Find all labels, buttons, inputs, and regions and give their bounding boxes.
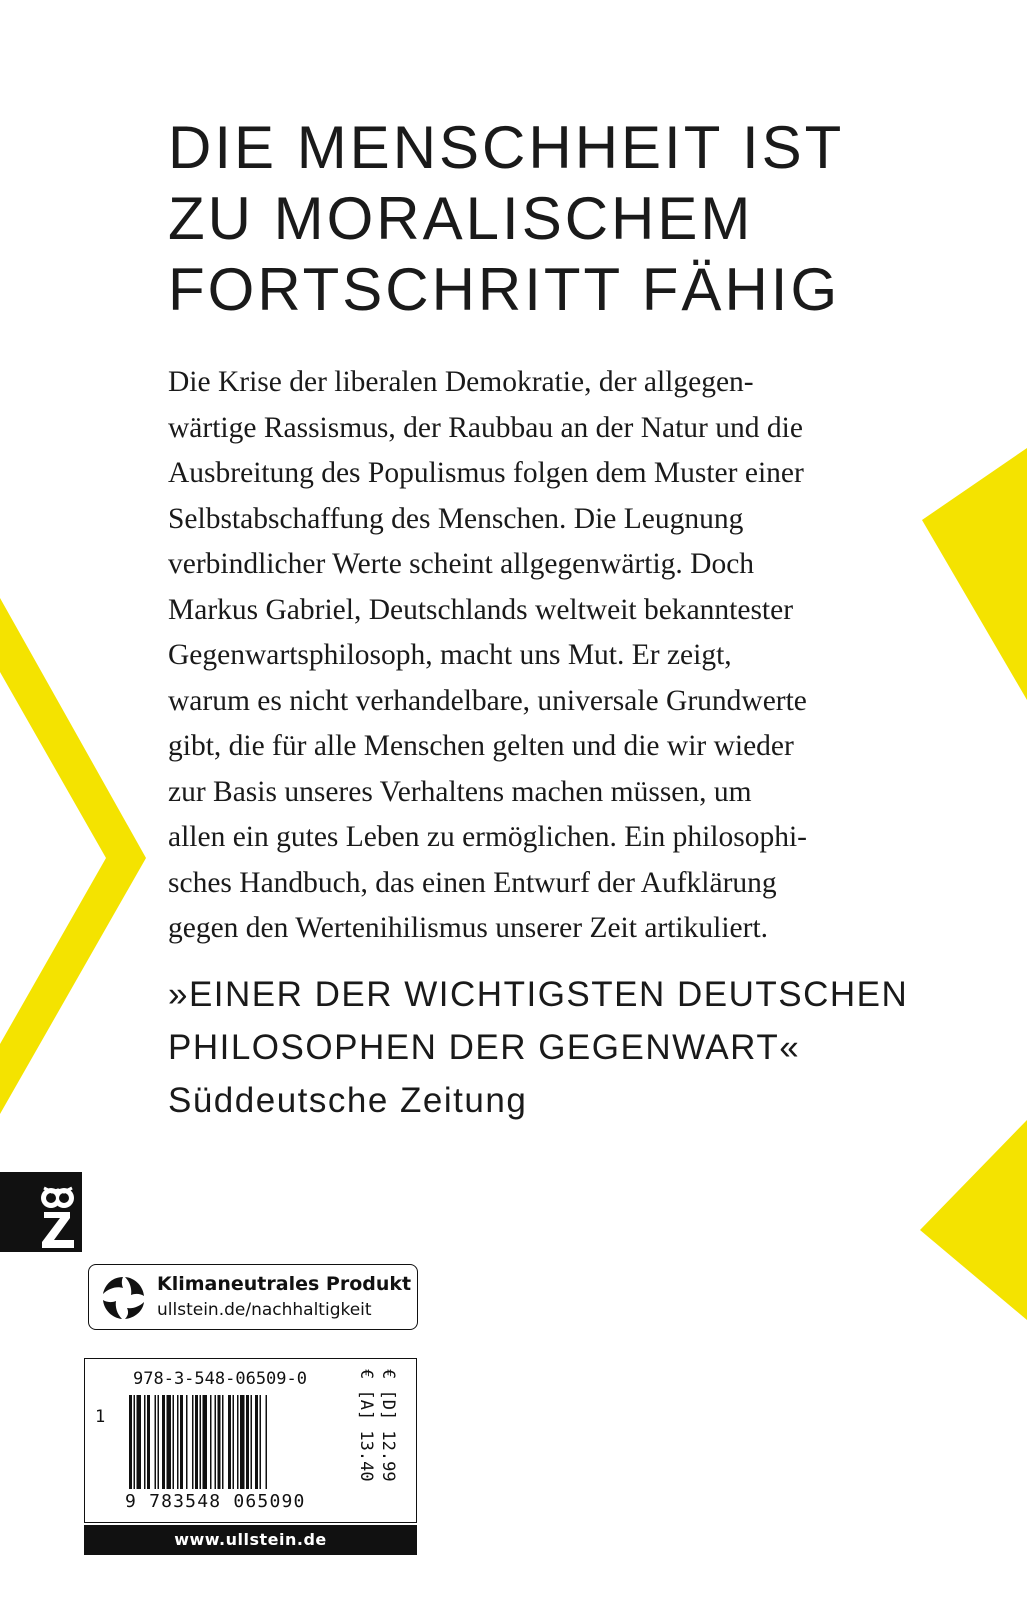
barcode-bar [180,1395,183,1489]
press-quote [168,968,968,1127]
barcode-bar [255,1395,258,1489]
blurb-text [168,360,888,952]
headline-line: DIE MENSCHHEIT IST [168,114,845,181]
blurb-line: Selbstabschaffung des Menschen. Die Leugnung [168,502,744,535]
barcode-bar [155,1395,157,1489]
barcode-bar [237,1395,239,1489]
blurb-line: sches Handbuch, das einen Entwurf der Aufklärung [168,866,777,899]
blurb-line: allen ein gutes Leben zu ermöglichen. Ein philosophi- [168,821,807,853]
blurb-line: Gegenwartsphilosoph, macht uns Mut. Er zeigt, [168,639,732,671]
ean-digits: 9 783548 065090 [125,1491,306,1512]
barcode-bar [215,1395,217,1489]
barcode-bar [192,1395,194,1489]
badge-title: Klimaneutrales Produkt [157,1273,412,1295]
blurb-line: gegen den Wertenihilismus unserer Zeit artikuliert. [168,912,769,944]
barcode-panel [84,1358,417,1523]
isbn-number: 978-3-548-06509-0 [133,1369,307,1389]
barcode-bar [186,1395,188,1489]
quote-line: PHILOSOPHEN DER GEGENWART« [168,1028,801,1067]
barcode-leading-digit: 1 [95,1407,106,1427]
quote-source: Süddeutsche Zeitung [168,1081,528,1120]
blurb-line: zur Basis unseres Verhaltens machen müssen, um [168,775,752,808]
climate-neutral-badge [88,1264,418,1330]
barcode-bar [129,1395,132,1489]
barcode-bar [218,1395,221,1489]
barcode-bar [177,1395,179,1489]
publisher-website: www.ullstein.de [84,1525,417,1555]
headline-line: ZU MORALISCHEM [168,185,754,252]
barcode-bar [195,1395,198,1489]
barcode-bar [158,1395,160,1489]
price-list [355,1369,399,1482]
right-chevron-top-shape [922,448,1027,700]
barcode-bar [251,1395,253,1489]
barcode-bar [210,1395,212,1489]
barcode-bar [246,1395,249,1489]
barcode-bars [129,1395,309,1489]
blurb-line: gibt, die für alle Menschen gelten und die wir wieder [168,730,794,762]
badge-url: ullstein.de/nachhaltigkeit [157,1300,372,1320]
left-chevron-shape [0,598,146,1114]
barcode-bar [134,1395,136,1489]
barcode-bar [266,1395,268,1489]
barcode-bar [173,1395,175,1489]
barcode-bar [167,1395,172,1489]
barcode-bar [228,1395,231,1489]
quote-line: »EINER DER WICHTIGSTEN DEUTSCHEN [168,975,909,1014]
headline-line: FORTSCHRITT FÄHIG [168,256,841,323]
blurb-line: Ausbreitung des Populismus folgen dem Muster einer [168,457,804,489]
barcode-bar [240,1395,245,1489]
owl-logo-icon [0,1172,82,1252]
right-chevron-bottom-shape [920,1120,1027,1320]
barcode-bar [260,1395,262,1489]
blurb-line: Die Krise der liberalen Demokratie, der allgegen- [168,366,754,398]
blurb-line: verbindlicher Werte scheint allgegenwärtig. Doch [168,548,755,580]
barcode-bar [147,1395,150,1489]
blurb-line: warum es nicht verhandelbare, universale Grundwerte [168,684,807,717]
globe-leaves-icon [97,1272,149,1324]
barcode-bar [200,1395,202,1489]
barcode-bar [162,1395,165,1489]
blurb-line: wärtige Rassismus, der Raubbau an der Natur und die [168,411,803,444]
barcode-bar [137,1395,142,1489]
barcode-bar [203,1395,208,1489]
barcode-bar [144,1395,146,1489]
barcode-bar [233,1395,235,1489]
blurb-line: Markus Gabriel, Deutschlands weltweit bekanntester [168,593,794,626]
headline [168,112,968,325]
price-austria: € [A] 13.40 [356,1369,376,1482]
price-germany: € [D] 12.99 [378,1369,398,1482]
barcode-bar [222,1395,224,1489]
